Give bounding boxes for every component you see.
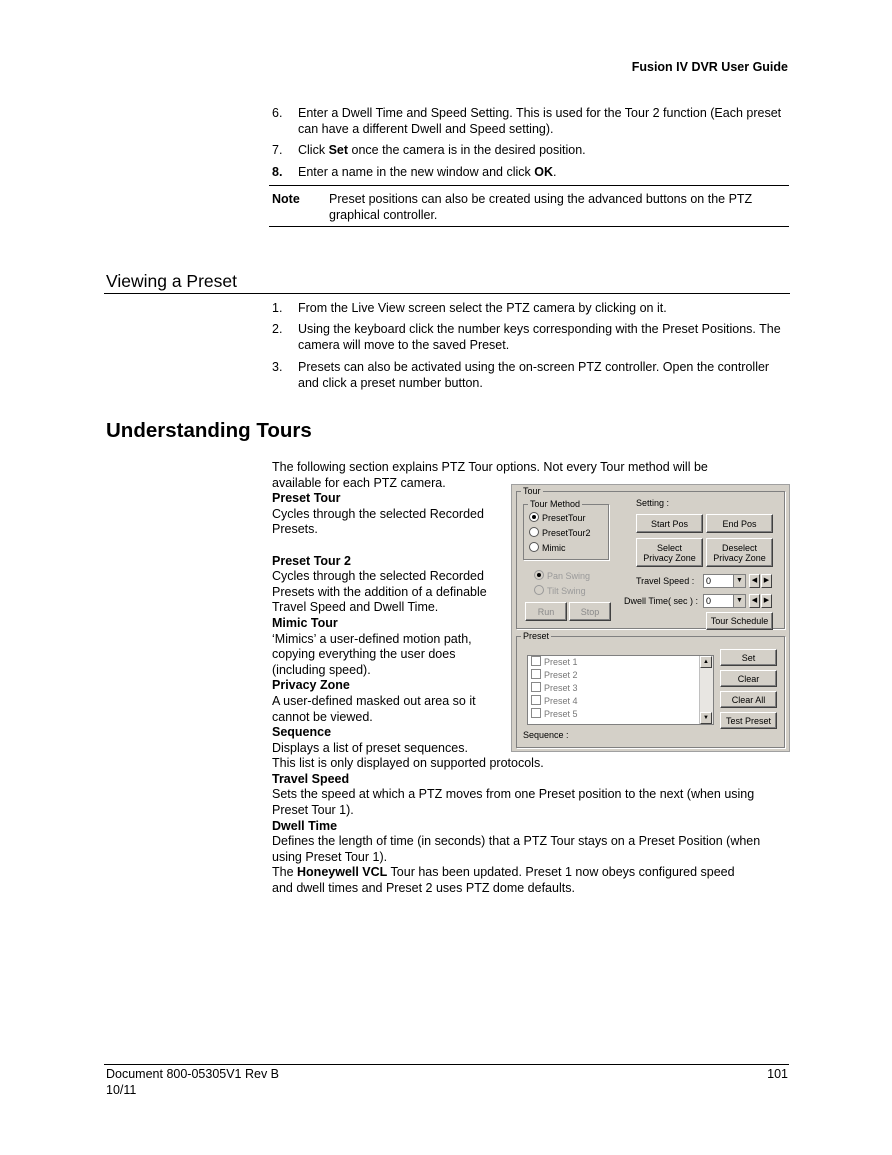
note-label: Note — [272, 192, 300, 206]
definition-line: Cycles through the selected Recorded — [272, 569, 484, 584]
step-text: Click Set once the camera is in the desired position. — [298, 143, 586, 157]
step-number: 2. — [272, 322, 283, 336]
definition-line: Cycles through the selected Recorded — [272, 506, 484, 521]
travel-speed-left-arrow[interactable]: ◀ — [749, 574, 760, 588]
term-privacy-zone: Privacy Zone — [272, 678, 350, 693]
page-header-title: Fusion IV DVR User Guide — [631, 60, 788, 74]
definition-line: Defines the length of time (in seconds) that a PTZ Tour stays on a Preset Position (when — [272, 834, 761, 849]
radio-selected-icon — [534, 570, 544, 580]
preset-list[interactable] — [527, 655, 714, 725]
honeywell-note-line: The Honeywell VCL Tour has been updated. Preset 1 now obeys configured speed — [272, 865, 735, 880]
chevron-down-icon: ▼ — [733, 575, 745, 587]
travel-speed-right-arrow[interactable]: ▶ — [761, 574, 772, 588]
setting-label: Setting : — [636, 498, 670, 508]
definition-line: copying everything the user does — [272, 647, 456, 662]
ptz-tour-dialog — [511, 484, 790, 752]
select-privacy-zone-button[interactable]: Select Privacy Zone — [636, 538, 703, 567]
radio-mimic[interactable]: Mimic — [529, 542, 566, 553]
dwell-time-right-arrow[interactable]: ▶ — [761, 594, 772, 608]
definition-line: using Preset Tour 1). — [272, 849, 388, 864]
list-item[interactable]: Preset 5 — [528, 708, 713, 721]
set-keyword: Set — [328, 143, 349, 157]
start-pos-button[interactable]: Start Pos — [636, 514, 703, 533]
end-pos-button[interactable]: End Pos — [706, 514, 773, 533]
tours-intro-line: The following section explains PTZ Tour options. Not every Tour method will be — [272, 460, 708, 474]
list-item[interactable]: Preset 2 — [528, 669, 713, 682]
radio-selected-icon — [529, 512, 539, 522]
footer-rule — [104, 1064, 789, 1065]
definition-line: Presets with the addition of a definable — [272, 584, 487, 599]
checkbox-icon[interactable] — [531, 695, 541, 705]
test-preset-button[interactable]: Test Preset — [720, 712, 777, 729]
ok-keyword: OK — [534, 165, 553, 179]
run-button[interactable]: Run — [525, 602, 567, 621]
term-preset-tour-2: Preset Tour 2 — [272, 553, 351, 568]
list-item[interactable]: Preset 4 — [528, 695, 713, 708]
definition-line: Travel Speed and Dwell Time. — [272, 600, 439, 615]
step-number: 8. — [272, 165, 283, 179]
definition-line: cannot be viewed. — [272, 709, 373, 724]
tour-method-group — [523, 499, 609, 560]
dwell-time-left-arrow[interactable]: ◀ — [749, 594, 760, 608]
tour-method-label: Tour Method — [530, 499, 581, 509]
footer-document-id: Document 800-05305V1 Rev B — [106, 1067, 280, 1081]
stop-button[interactable]: Stop — [569, 602, 611, 621]
sequence-label: Sequence : — [523, 730, 569, 740]
tours-intro-line: available for each PTZ camera. — [272, 475, 446, 490]
note-text: Preset positions can also be created using the advanced buttons on the PTZ graphical controller. — [329, 192, 753, 222]
step-number: 7. — [272, 143, 283, 157]
chevron-down-icon: ▼ — [733, 595, 745, 607]
step-text: Using the keyboard click the number keys corresponding with the Preset Positions. The camera will move to the saved Preset. — [298, 322, 781, 352]
checkbox-icon[interactable] — [531, 669, 541, 679]
definition-line: Sets the speed at which a PTZ moves from one Preset position to the next (when using — [272, 787, 755, 802]
list-scrollbar[interactable] — [699, 656, 713, 724]
definition-line: Presets. — [272, 522, 318, 537]
step-number: 3. — [272, 360, 283, 374]
radio-pan-swing[interactable]: Pan Swing — [534, 570, 590, 581]
term-mimic-tour: Mimic Tour — [272, 615, 338, 630]
step-text: From the Live View screen select the PTZ camera by clicking on it. — [298, 301, 667, 315]
radio-icon — [534, 585, 544, 595]
preset-group — [516, 631, 785, 748]
deselect-privacy-zone-button[interactable]: Deselect Privacy Zone — [706, 538, 773, 567]
step-text: Enter a Dwell Time and Speed Setting. This is used for the Tour 2 function (Each preset can have a different Dwell and Speed setting). — [298, 106, 782, 136]
checkbox-icon[interactable] — [531, 656, 541, 666]
definition-line: Preset Tour 1). — [272, 803, 354, 818]
step-text: Presets can also be activated using the on-screen PTZ controller. Open the controller and click a preset number button. — [298, 360, 770, 390]
radio-icon — [529, 527, 539, 537]
radio-preset-tour2[interactable]: PresetTour2 — [529, 527, 591, 538]
definition-line: This list is only displayed on supported protocols. — [272, 756, 544, 771]
definition-line: (including speed). — [272, 662, 371, 677]
set-button[interactable]: Set — [720, 649, 777, 666]
definition-line: A user-defined masked out area so it — [272, 693, 476, 708]
term-preset-tour: Preset Tour — [272, 491, 341, 506]
term-dwell-time: Dwell Time — [272, 818, 338, 833]
definition-line: Displays a list of preset sequences. — [272, 740, 468, 755]
honeywell-note-line: and dwell times and Preset 2 uses PTZ dome defaults. — [272, 881, 575, 896]
note-bottom-rule — [269, 226, 789, 227]
footer-date: 10/11 — [106, 1083, 137, 1097]
section-heading-understanding-tours: Understanding Tours — [106, 419, 312, 442]
radio-tilt-swing[interactable]: Tilt Swing — [534, 585, 586, 596]
tour-schedule-button[interactable]: Tour Schedule — [706, 612, 773, 630]
footer-page-number: 101 — [767, 1067, 788, 1081]
checkbox-icon[interactable] — [531, 682, 541, 692]
checkbox-icon[interactable] — [531, 708, 541, 718]
tour-group — [516, 486, 785, 629]
clear-button[interactable]: Clear — [720, 670, 777, 687]
step-text: Enter a name in the new window and click OK. — [298, 165, 557, 179]
list-item[interactable]: Preset 3 — [528, 682, 713, 695]
step-number: 1. — [272, 301, 283, 315]
note-top-rule — [269, 185, 789, 186]
step-number: 6. — [272, 106, 283, 120]
scroll-up-icon[interactable]: ▲ — [700, 656, 712, 668]
term-sequence: Sequence — [272, 725, 332, 740]
radio-icon — [529, 542, 539, 552]
preset-group-label: Preset — [523, 631, 550, 641]
section-heading-viewing-preset: Viewing a Preset — [106, 271, 238, 291]
dwell-time-select[interactable]: 0 ▼ — [703, 594, 746, 608]
scroll-down-icon[interactable]: ▼ — [700, 712, 712, 724]
travel-speed-label: Travel Speed : — [636, 576, 695, 586]
definition-line: ‘Mimics’ a user-defined motion path, — [272, 631, 472, 646]
clear-all-button[interactable]: Clear All — [720, 691, 777, 708]
tour-group-label: Tour — [523, 486, 541, 496]
travel-speed-select[interactable]: 0 ▼ — [703, 574, 746, 588]
list-item[interactable]: Preset 1 — [528, 656, 713, 669]
section-rule — [104, 293, 790, 294]
honeywell-vcl-term: Honeywell VCL — [297, 865, 388, 880]
radio-preset-tour[interactable]: PresetTour — [529, 512, 586, 523]
term-travel-speed: Travel Speed — [272, 771, 350, 786]
dwell-time-label: Dwell Time( sec ) : — [624, 596, 699, 606]
